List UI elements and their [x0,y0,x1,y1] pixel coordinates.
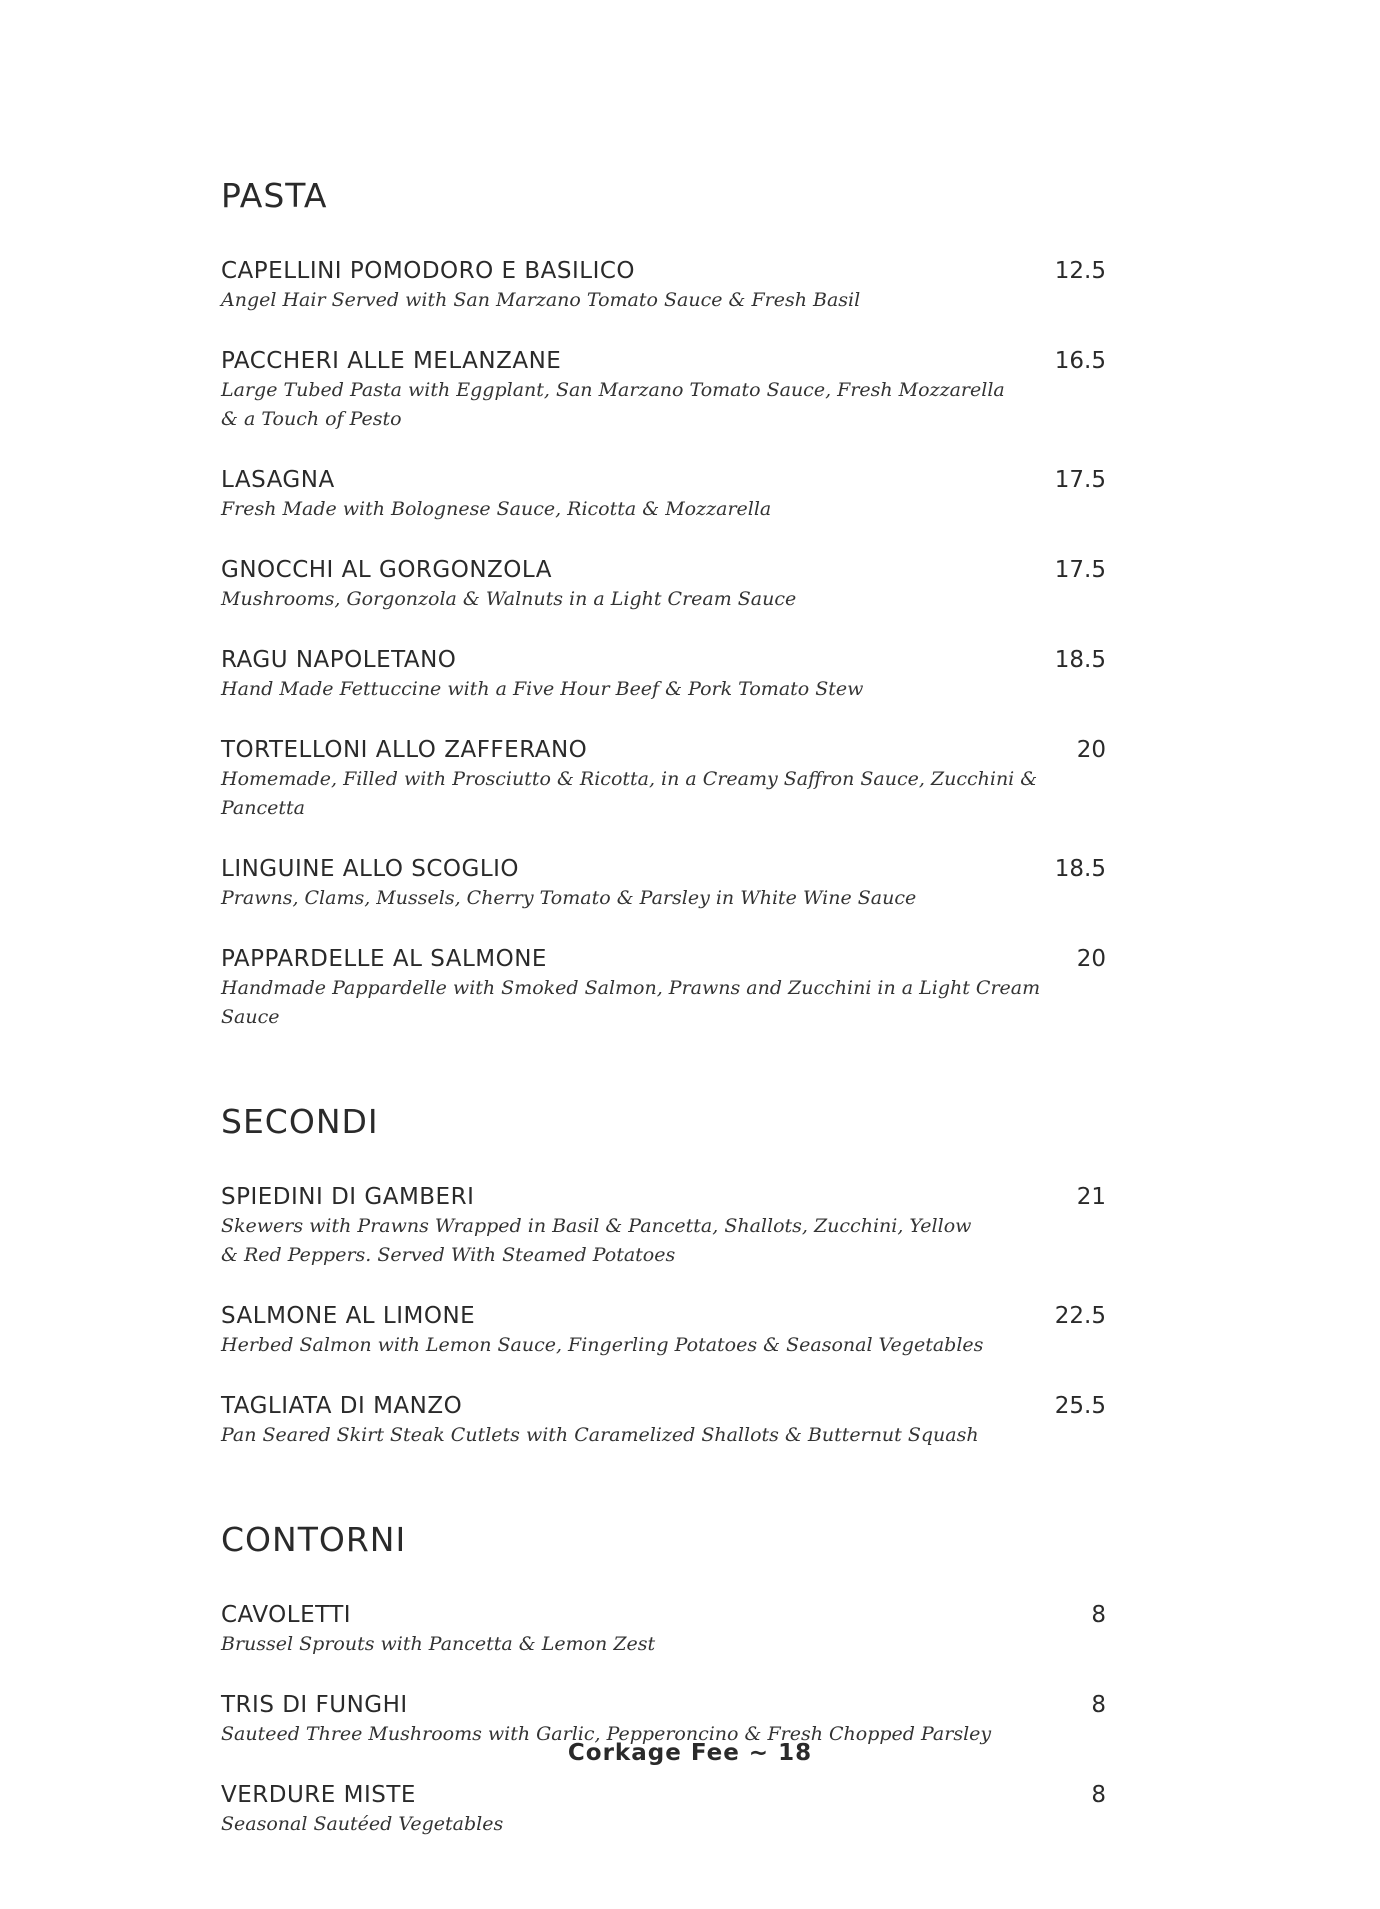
item-price: 17.5 [1054,557,1106,583]
item-name: SALMONE AL LIMONE [221,1303,476,1329]
item-name: TORTELLONI ALLO ZAFFERANO [221,737,588,763]
menu [221,176,1106,1909]
item-description: Mushrooms, Gorgonzola & Walnuts in a Light Cream Sauce [221,588,797,610]
item-price: 12.5 [1054,258,1106,284]
section-contorni [221,1520,1106,1839]
item-price: 18.5 [1054,647,1106,673]
item-description: Prawns, Clams, Mussels, Cherry Tomato & Parsley in White Wine Sauce [221,887,917,909]
menu-item [221,1780,1106,1839]
section-title: CONTORNI [221,1520,407,1559]
item-description: Angel Hair Served with San Marzano Tomato Sauce & Fresh Basil [221,289,861,311]
item-price: 8 [1091,1602,1106,1628]
item-name: GNOCCHI AL GORGONZOLA [221,557,552,583]
item-name: PACCHERI ALLE MELANZANE [221,348,562,374]
item-description: Herbed Salmon with Lemon Sauce, Fingerling Potatoes & Seasonal Vegetables [221,1334,984,1356]
section-title: SECONDI [221,1102,379,1141]
section-pasta [221,176,1106,1032]
item-name: TRIS DI FUNGHI [221,1692,408,1718]
menu-item [221,1182,1106,1270]
item-name: LINGUINE ALLO SCOGLIO [221,856,520,882]
item-price: 20 [1076,737,1106,763]
item-name: CAPELLINI POMODORO E BASILICO [221,258,636,284]
item-price: 8 [1091,1782,1106,1808]
item-price: 8 [1091,1692,1106,1718]
item-description: Pan Seared Skirt Steak Cutlets with Caramelized Shallots & Butternut Squash [221,1424,979,1446]
item-name: RAGU NAPOLETANO [221,647,457,673]
item-description: Handmade Pappardelle with Smoked Salmon, Prawns and Zucchini in a Light Cream Sauce [221,977,1041,1028]
item-description-line-2: & Red Peppers. Served With Steamed Potatoes [221,1244,676,1266]
item-description: Homemade, Filled with Prosciutto & Ricotta, in a Creamy Saffron Sauce, Zucchini & Pancetta [221,768,1038,819]
menu-item [221,465,1106,524]
menu-item [221,1391,1106,1450]
item-name: SPIEDINI DI GAMBERI [221,1184,475,1210]
section-title: PASTA [221,176,328,215]
menu-item [221,854,1106,913]
item-description: Skewers with Prawns Wrapped in Basil & Pancetta, Shallots, Zucchini, Yellow [221,1215,972,1237]
item-price: 25.5 [1054,1393,1106,1419]
menu-item [221,1600,1106,1659]
item-name: PAPPARDELLE AL SALMONE [221,946,547,972]
item-price: 21 [1076,1184,1106,1210]
section-secondi [221,1102,1106,1450]
item-description: Seasonal Sautéed Vegetables [221,1813,504,1835]
menu-item [221,555,1106,614]
item-price: 22.5 [1054,1303,1106,1329]
item-description: Hand Made Fettuccine with a Five Hour Beef & Pork Tomato Stew [221,678,864,700]
menu-item [221,944,1106,1032]
item-name: CAVOLETTI [221,1602,352,1628]
corkage-fee-footer: Corkage Fee ~ 18 [567,1740,813,1766]
menu-item [221,346,1106,434]
item-description: Brussel Sprouts with Pancetta & Lemon Zest [221,1633,656,1655]
menu-item [221,645,1106,704]
item-description: Fresh Made with Bolognese Sauce, Ricotta & Mozzarella [221,498,772,520]
item-price: 18.5 [1054,856,1106,882]
menu-item [221,735,1106,823]
item-price: 17.5 [1054,467,1106,493]
item-description: Large Tubed Pasta with Eggplant, San Marzano Tomato Sauce, Fresh Mozzarella [221,379,1005,401]
item-name: LASAGNA [221,467,335,493]
item-description-line-2: & a Touch of Pesto [221,408,402,430]
item-description: Sauteed Three Mushrooms with Garlic, Pepperoncino & Fresh Chopped Parsley [221,1723,992,1745]
item-name: VERDURE MISTE [221,1782,416,1808]
item-price: 20 [1076,946,1106,972]
item-price: 16.5 [1054,348,1106,374]
menu-item [221,1301,1106,1360]
menu-item [221,256,1106,315]
item-name: TAGLIATA DI MANZO [221,1393,463,1419]
